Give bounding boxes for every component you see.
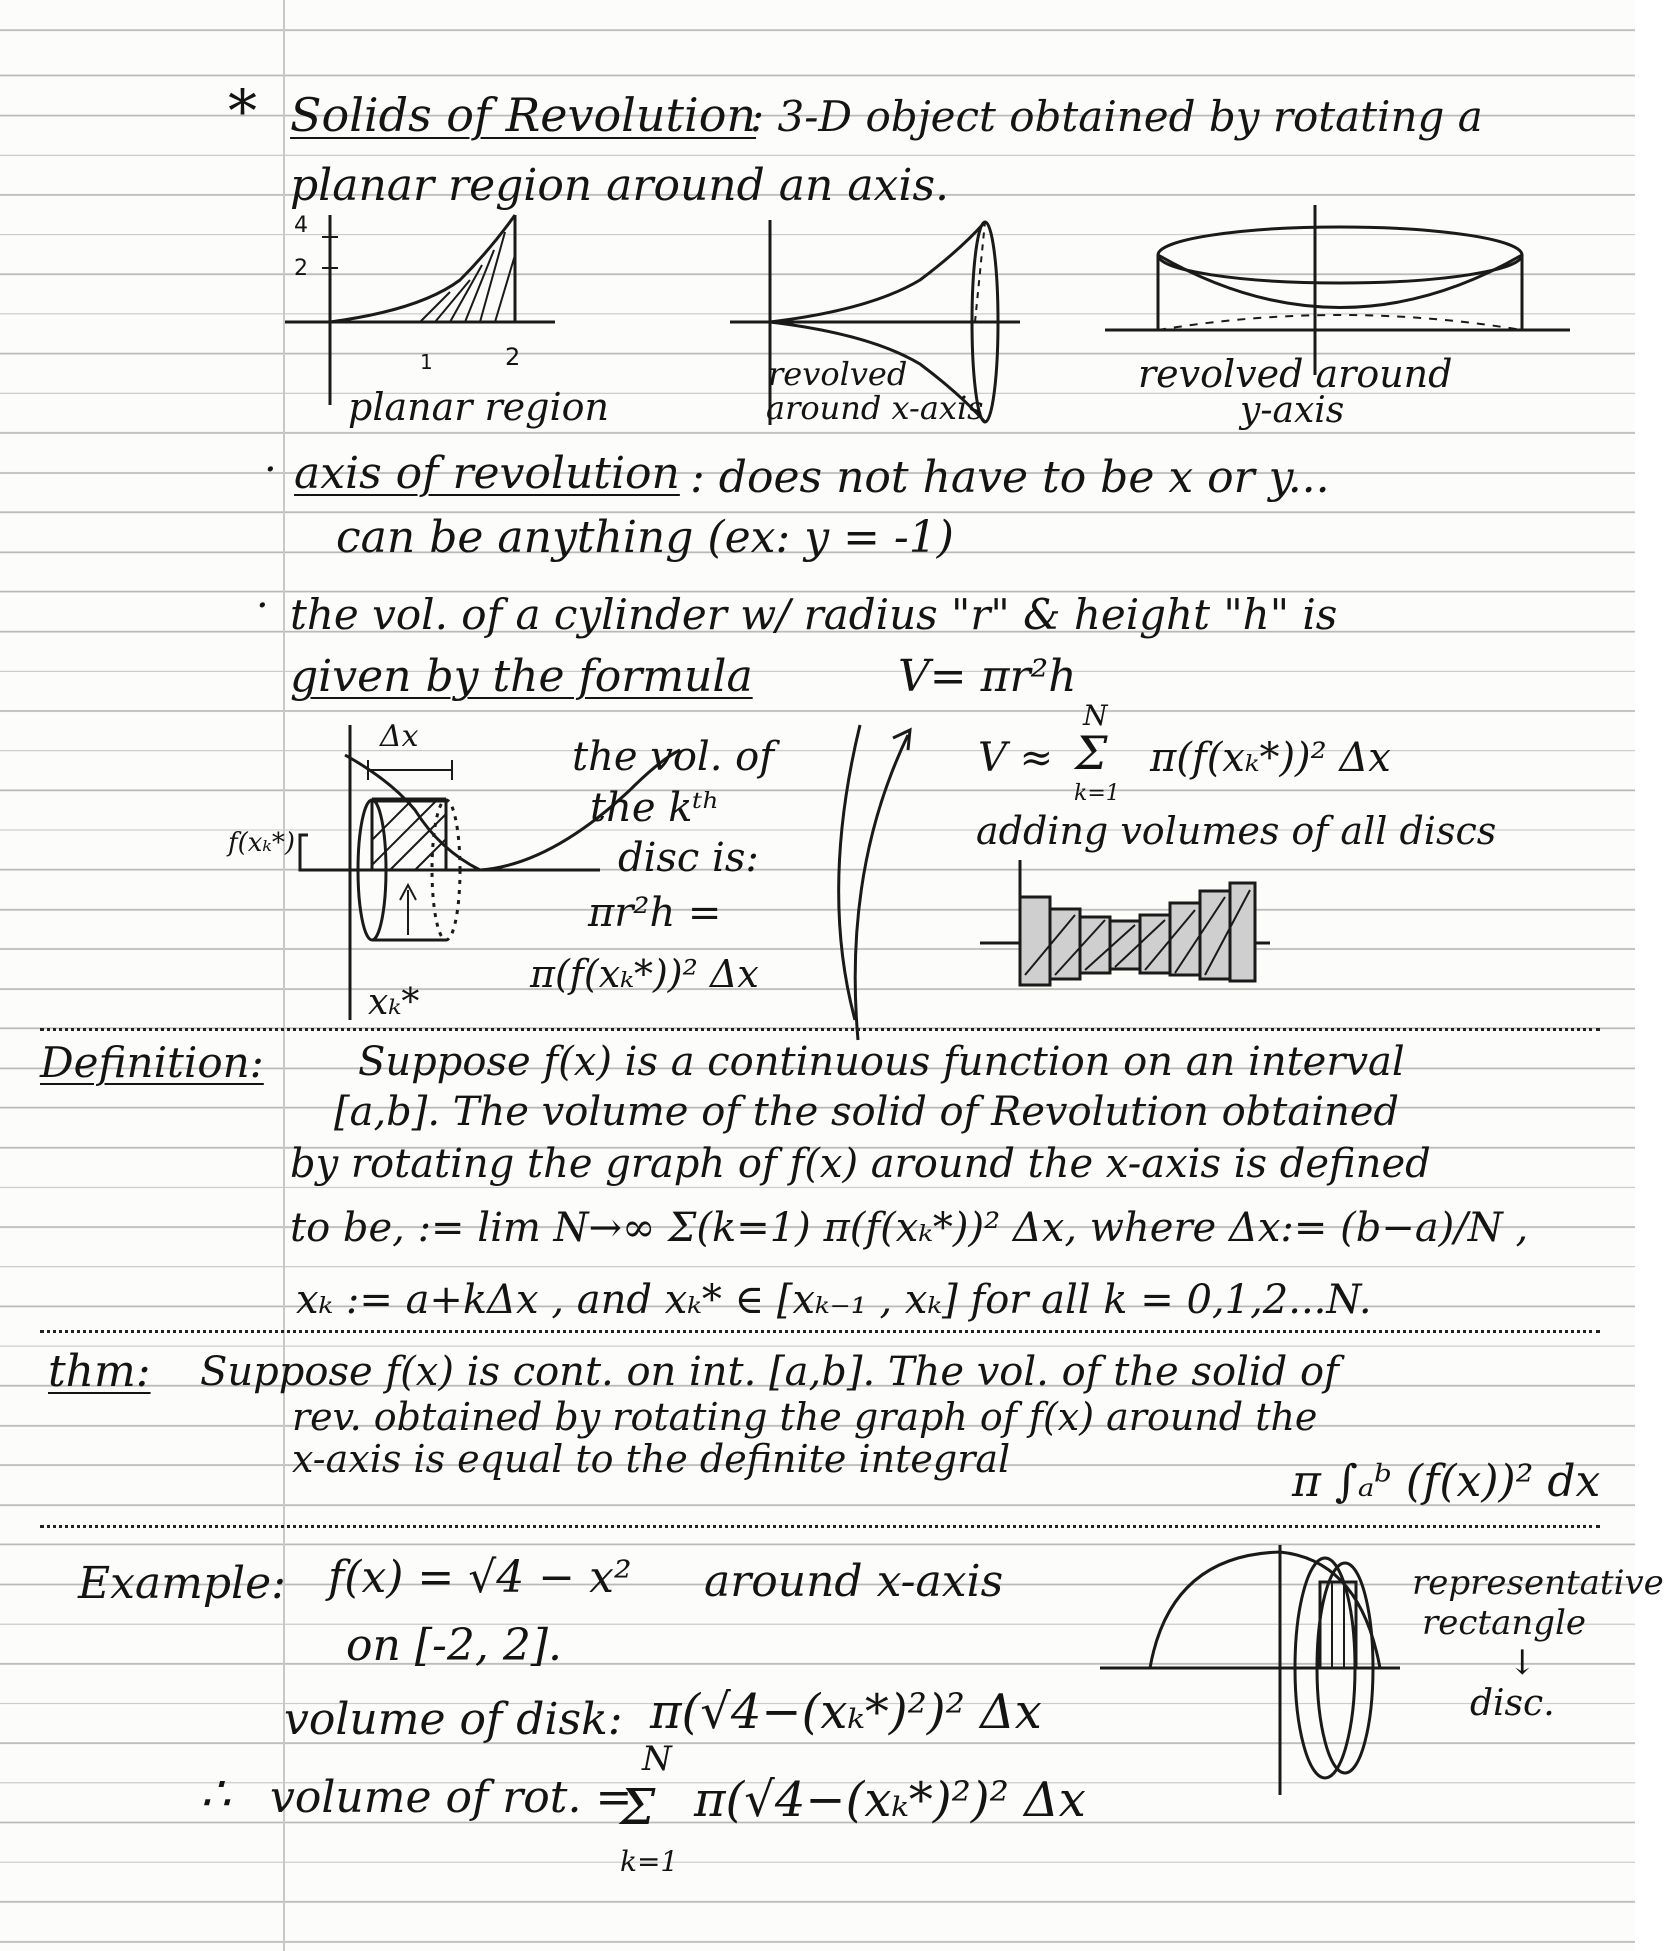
example-around: around x-axis <box>704 1556 1004 1607</box>
disc-text-1: the vol. of <box>572 734 775 780</box>
label-revolved-x-1: revolved <box>768 355 908 393</box>
definition-line-1-text: Suppose f(x) is a continuous function on an interval <box>358 1039 1405 1085</box>
stacked-discs-sketch <box>980 855 1280 990</box>
planar-region-sketch <box>270 210 560 410</box>
delta-x-label: Δx <box>380 719 419 754</box>
theorem-line-1: Suppose f(x) is cont. on int. [a,b]. The vol. of the solid of <box>200 1349 1339 1395</box>
sum-k: k=1 <box>1074 781 1120 806</box>
cylinder-line-2a: given by the formula <box>290 651 753 702</box>
y-tick-4: 4 <box>294 213 308 238</box>
disc-text-3: disc is: <box>618 835 759 881</box>
theorem-integral: π ∫ₐᵇ (f(x))² dx <box>1292 1456 1601 1507</box>
xk-star-label: xₖ* <box>368 982 420 1023</box>
section-title: Solids of Revolution <box>290 88 757 142</box>
example-rot-k: k=1 <box>620 1845 679 1878</box>
example-disk-label: volume of disk: <box>284 1694 623 1745</box>
theorem-line-3: x-axis is equal to the definite integral <box>292 1437 1011 1481</box>
x-tick-1: 1 <box>420 350 433 374</box>
axis-text-1: : does not have to be x or y... <box>690 452 1330 503</box>
definition-line-2-text: [a,b]. The volume of the solid of Revolution obtained <box>334 1089 1400 1135</box>
definition-line-3-text: by rotating the graph of f(x) around the x-axis is defined <box>290 1141 1431 1187</box>
disc-text-2: the kᵗʰ <box>590 785 720 831</box>
bullet-cylinder: · <box>256 583 269 629</box>
fig-label-rectangle: rectangle <box>1422 1603 1587 1643</box>
fig-label-representative: representative <box>1412 1563 1664 1603</box>
example-label: Example: <box>78 1558 286 1609</box>
fig-label-arrow: ↓ <box>1508 1643 1537 1683</box>
disc-text-4: πr²h = <box>588 890 722 936</box>
separator-2 <box>40 1330 1600 1333</box>
separator-3 <box>40 1525 1600 1528</box>
label-revolved-y-2: y-axis <box>1240 390 1345 431</box>
sum-expression: π(f(xₖ*))² Δx <box>1150 735 1391 781</box>
example-disk-expr: π(√4−(xₖ*)²)² Δx <box>650 1684 1042 1740</box>
cylinder-formula: V= πr²h <box>898 651 1077 702</box>
definition-line-1: : 3-D object obtained by rotating a <box>750 92 1483 141</box>
example-function: f(x) = √4 − x² <box>328 1552 632 1603</box>
y-tick-2: 2 <box>294 256 308 281</box>
theorem-line-2: rev. obtained by rotating the graph of f(x) around the <box>292 1395 1318 1439</box>
example-rot-expr: π(√4−(xₖ*)²)² Δx <box>694 1772 1086 1828</box>
arrow-to-sum <box>848 720 928 1050</box>
definition-line-4-text: to be, := lim N→∞ Σ(k=1) π(f(xₖ*))² Δx, where Δx:= (b−a)/N , <box>290 1205 1529 1251</box>
label-planar-region: planar region <box>348 385 609 429</box>
example-interval: on [-2, 2]. <box>346 1620 562 1671</box>
example-disc-sketch <box>1100 1540 1400 1800</box>
fig-label-disc: disc. <box>1470 1683 1555 1724</box>
axis-text-2: can be anything (ex: y = -1) <box>336 512 954 563</box>
sum-approx-v: V ≈ <box>978 735 1054 781</box>
definition-line-5-text: xₖ := a+kΔx , and xₖ* ∈ [xₖ₋₁ , xₖ] for all k = 0,1,2...N. <box>296 1277 1372 1323</box>
disc-text-5: π(f(xₖ*))² Δx <box>530 952 759 996</box>
example-rot-label: volume of rot. = <box>270 1772 633 1823</box>
fxk-label: f(xₖ*) <box>228 828 296 858</box>
separator-1 <box>40 1028 1600 1031</box>
x-tick-2: 2 <box>505 343 521 371</box>
label-revolved-x-2: around x-axis <box>766 389 984 427</box>
theorem-label: thm: <box>48 1346 151 1397</box>
bullet-axis: · <box>264 447 277 493</box>
definition-label: Definition: <box>40 1038 264 1087</box>
term-axis-of-revolution: axis of revolution <box>294 448 680 499</box>
bullet-star: * <box>228 77 257 145</box>
example-rot-n: N <box>642 1739 672 1779</box>
cylinder-line-1: the vol. of a cylinder w/ radius "r" & height "h" is <box>290 590 1338 639</box>
sum-caption: adding volumes of all discs <box>976 809 1497 853</box>
example-rot-sigma: Σ <box>620 1778 656 1836</box>
sum-n: N <box>1083 699 1108 732</box>
sum-sigma: Σ <box>1075 726 1108 780</box>
label-revolved-y-1: revolved around <box>1138 352 1453 396</box>
definition-line-2: planar region around an axis. <box>290 160 950 211</box>
therefore-symbol: ∴ <box>200 1766 231 1822</box>
